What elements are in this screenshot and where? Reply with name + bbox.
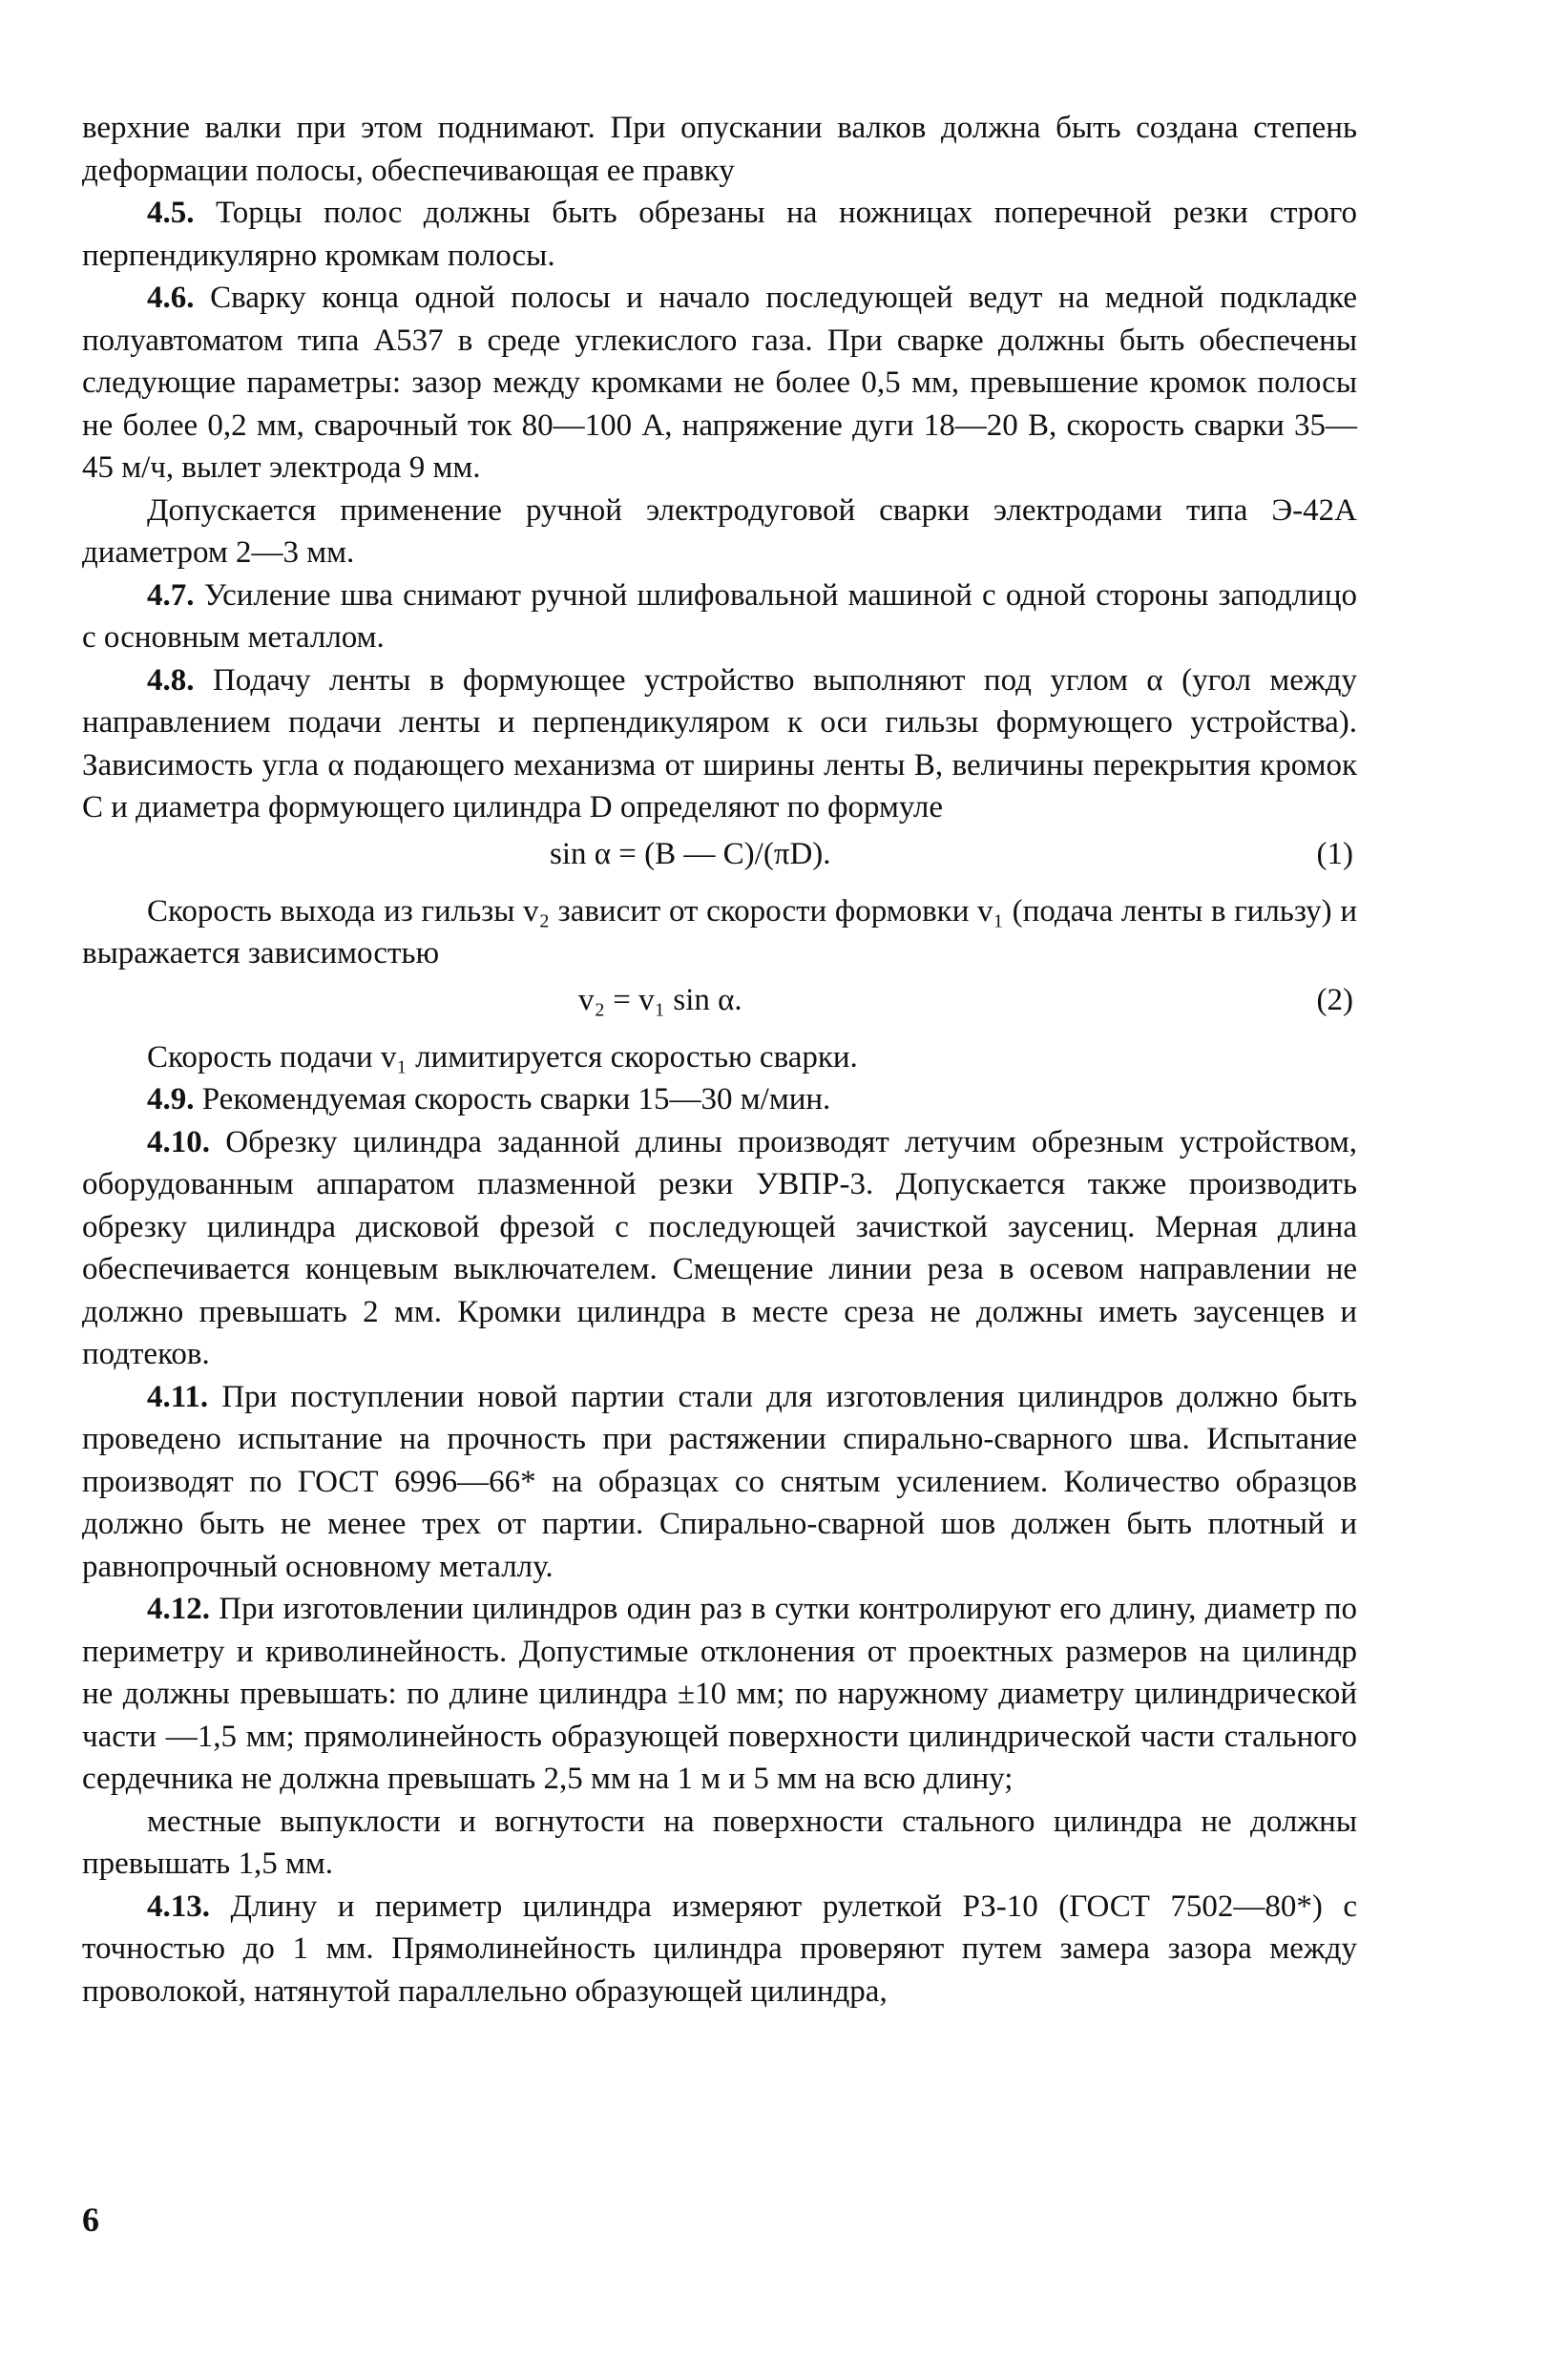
paragraph-4-12 xyxy=(82,1588,1357,1801)
clause-number: 4.7. xyxy=(147,577,195,613)
clause-number: 4.5. xyxy=(147,196,195,230)
formula-1 xyxy=(82,833,1357,881)
clause-number: 4.6. xyxy=(147,281,195,315)
paragraph-text: Обрезку цилиндра заданной длины производят летучим обрезным устройством, оборудованным аппаратом плазменной резки УВПР-3. Допускается также производить обрезку цилиндра дисковой фрезой с последующей зачисткой заусениц. Мерная длина обеспечивается концевым выключателем. Смещение линии реза в осевом направлении не должно превышать 2 мм. Кромки цилиндра в месте среза не должны иметь заусенцев и подтеков. xyxy=(82,1124,1357,1371)
paragraph-text: Сварку конца одной полосы и начало последующей ведут на медной подкладке полуавтоматом типа А537 в среде углекислого газа. При сварке должны быть обеспечены следующие параметры: зазор между кромками не более 0,5 мм, превышение кромок полосы не более 0,2 мм, сварочный ток 80—100 А, напряжение дуги 18—20 В, скорость сварки 35—45 м/ч, вылет электрода 9 мм. xyxy=(82,281,1357,485)
paragraph-text: Скорость подачи v₁ лимитируется скоростью сварки. xyxy=(147,1039,858,1075)
page-number: 6 xyxy=(82,2201,99,2239)
clause-number: 4.13. xyxy=(147,1889,210,1924)
paragraph-4-5 xyxy=(82,192,1357,277)
formula-expression: v₂ = v₁ sin α. xyxy=(578,982,742,1017)
paragraph-text: Допускается применение ручной электродуговой сварки электродами типа Э-42А диаметром 2—3 мм. xyxy=(82,492,1357,570)
paragraph-text: верхние валки при этом поднимают. При опускании валков должна быть создана степень деформации полосы, обеспечивающая ее правку xyxy=(82,111,1357,188)
formula-number: (1) xyxy=(1316,836,1353,871)
clause-number: 4.10. xyxy=(147,1124,210,1159)
paragraph-exit-speed xyxy=(82,890,1357,975)
clause-number: 4.9. xyxy=(147,1082,195,1116)
paragraph-continuation xyxy=(82,107,1357,192)
paragraph-text: местные выпуклости и вогнутости на поверхности стального цилиндра не должны превышать 1,5 мм. xyxy=(82,1804,1357,1881)
formula-2 xyxy=(82,979,1357,1027)
clause-number: 4.12. xyxy=(147,1592,210,1626)
formula-number: (2) xyxy=(1316,982,1353,1017)
paragraph-text: Скорость выхода из гильзы v₂ зависит от скорости формовки v₁ (подача ленты в гильзу) и выражается зависимостью xyxy=(82,893,1357,970)
document-page xyxy=(82,107,1357,2013)
paragraph-text: Усиление шва снимают ручной шлифовальной машиной с одной стороны заподлицо с основным металлом. xyxy=(82,577,1357,655)
clause-number: 4.11. xyxy=(147,1379,209,1414)
paragraph-4-6 xyxy=(82,277,1357,490)
paragraph-4-9 xyxy=(82,1078,1357,1121)
paragraph-4-13 xyxy=(82,1886,1357,2014)
formula-expression: sin α = (B — C)/(πD). xyxy=(550,836,831,871)
paragraph-4-12-local-deviations xyxy=(82,1801,1357,1886)
paragraph-4-7 xyxy=(82,574,1357,659)
paragraph-text: При изготовлении цилиндров один раз в сутки контролируют его длину, диаметр по периметру и криволинейность. Допустимые отклонения от проектных размеров на цилиндр не должны превышать: по длине цилиндра ±10 мм; по наружному диаметру цилиндрической части —1,5 мм; прямолинейность образующей поверхности цилиндрической части стального сердечника не должна превышать 2,5 мм на 1 м и 5 мм на всю длину; xyxy=(82,1592,1357,1796)
paragraph-text: Торцы полос должны быть обрезаны на ножницах поперечной резки строго перпендикулярно кромкам полосы. xyxy=(82,196,1357,273)
paragraph-4-8 xyxy=(82,659,1357,829)
paragraph-text: При поступлении новой партии стали для изготовления цилиндров должно быть проведено испытание на прочность при растяжении спирально-сварного шва. Испытание производят по ГОСТ 6996—66* на образцах со снятым усилением. Количество образцов должно быть не менее трех от партии. Спирально-сварной шов должен быть плотный и равнопрочный основному металлу. xyxy=(82,1379,1357,1584)
paragraph-4-11 xyxy=(82,1376,1357,1589)
paragraph-feed-speed xyxy=(82,1036,1357,1079)
clause-number: 4.8. xyxy=(147,662,195,698)
paragraph-text: Длину и периметр цилиндра измеряют рулеткой РЗ-10 (ГОСТ 7502—80*) с точностью до 1 мм. Прямолинейность цилиндра проверяют путем замера зазора между проволокой, натянутой параллельно образующей цилиндра, xyxy=(82,1889,1357,2009)
paragraph-4-6-manual-welding xyxy=(82,490,1357,574)
paragraph-text: Подачу ленты в формующее устройство выполняют под углом α (угол между направлением подачи ленты и перпендикуляром к оси гильзы формующего устройства). Зависимость угла α подающего механизма от ширины ленты B, величины перекрытия кромок C и диаметра формующего цилиндра D определяют по формуле xyxy=(82,662,1357,824)
paragraph-4-10 xyxy=(82,1121,1357,1376)
paragraph-text: Рекомендуемая скорость сварки 15—30 м/мин. xyxy=(194,1082,831,1116)
